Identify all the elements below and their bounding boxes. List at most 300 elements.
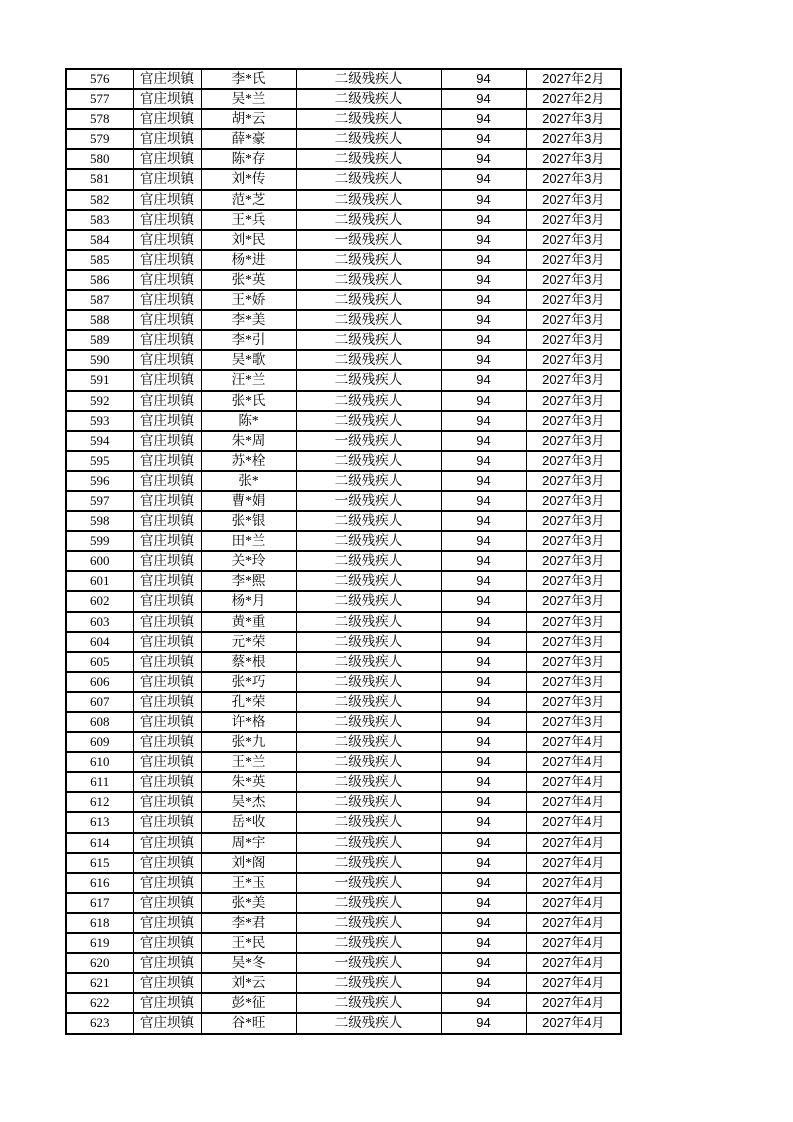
table-row: [66, 491, 621, 511]
cell-category: 二级残疾人: [296, 210, 441, 230]
cell-index: 616: [66, 873, 133, 893]
cell-name: 张*巧: [201, 672, 296, 692]
cell-category: 二级残疾人: [296, 411, 441, 431]
table-row: [66, 109, 621, 129]
cell-month: 2027年3月: [526, 652, 621, 672]
cell-category: 一级残疾人: [296, 873, 441, 893]
cell-index: 615: [66, 853, 133, 873]
cell-amount: 94: [441, 792, 526, 812]
cell-amount: 94: [441, 350, 526, 370]
cell-town: 官庄坝镇: [133, 973, 201, 993]
cell-category: 二级残疾人: [296, 169, 441, 189]
cell-month: 2027年3月: [526, 431, 621, 451]
cell-name: 朱*英: [201, 772, 296, 792]
cell-category: 二级残疾人: [296, 190, 441, 210]
table-row: [66, 692, 621, 712]
cell-town: 官庄坝镇: [133, 451, 201, 471]
cell-amount: 94: [441, 571, 526, 591]
table-row: [66, 451, 621, 471]
cell-town: 官庄坝镇: [133, 431, 201, 451]
table-row: [66, 531, 621, 551]
cell-category: 二级残疾人: [296, 652, 441, 672]
cell-category: 二级残疾人: [296, 1013, 441, 1033]
cell-amount: 94: [441, 531, 526, 551]
cell-town: 官庄坝镇: [133, 933, 201, 953]
cell-amount: 94: [441, 290, 526, 310]
table-row: [66, 370, 621, 390]
cell-index: 614: [66, 833, 133, 853]
cell-month: 2027年3月: [526, 149, 621, 169]
cell-category: 二级残疾人: [296, 511, 441, 531]
cell-name: 王*兵: [201, 210, 296, 230]
cell-category: 二级残疾人: [296, 471, 441, 491]
cell-category: 二级残疾人: [296, 993, 441, 1013]
cell-index: 594: [66, 431, 133, 451]
cell-town: 官庄坝镇: [133, 411, 201, 431]
cell-month: 2027年3月: [526, 190, 621, 210]
table-row: [66, 853, 621, 873]
cell-town: 官庄坝镇: [133, 712, 201, 732]
table-row: [66, 571, 621, 591]
cell-name: 吴*杰: [201, 792, 296, 812]
cell-category: 二级残疾人: [296, 250, 441, 270]
cell-amount: 94: [441, 129, 526, 149]
cell-town: 官庄坝镇: [133, 833, 201, 853]
cell-index: 600: [66, 551, 133, 571]
cell-index: 609: [66, 732, 133, 752]
cell-category: 二级残疾人: [296, 310, 441, 330]
cell-town: 官庄坝镇: [133, 853, 201, 873]
cell-town: 官庄坝镇: [133, 210, 201, 230]
table-row: [66, 190, 621, 210]
cell-amount: 94: [441, 772, 526, 792]
subsidy-table-body: [66, 69, 621, 1034]
cell-name: 田*兰: [201, 531, 296, 551]
cell-town: 官庄坝镇: [133, 732, 201, 752]
table-row: [66, 833, 621, 853]
cell-category: 二级残疾人: [296, 391, 441, 411]
cell-amount: 94: [441, 853, 526, 873]
cell-month: 2027年3月: [526, 712, 621, 732]
table-row: [66, 1013, 621, 1033]
cell-name: 李*君: [201, 913, 296, 933]
table-row: [66, 89, 621, 109]
cell-category: 二级残疾人: [296, 290, 441, 310]
cell-category: 一级残疾人: [296, 230, 441, 250]
cell-category: 二级残疾人: [296, 370, 441, 390]
cell-month: 2027年3月: [526, 230, 621, 250]
cell-name: 周*宇: [201, 833, 296, 853]
cell-index: 580: [66, 149, 133, 169]
table-row: [66, 270, 621, 290]
table-row: [66, 310, 621, 330]
cell-amount: 94: [441, 411, 526, 431]
cell-name: 王*兰: [201, 752, 296, 772]
cell-month: 2027年4月: [526, 732, 621, 752]
table-row: [66, 712, 621, 732]
cell-name: 刘*传: [201, 169, 296, 189]
cell-month: 2027年3月: [526, 391, 621, 411]
table-row: [66, 732, 621, 752]
table-row: [66, 69, 621, 89]
cell-town: 官庄坝镇: [133, 250, 201, 270]
cell-town: 官庄坝镇: [133, 692, 201, 712]
cell-index: 606: [66, 672, 133, 692]
cell-amount: 94: [441, 330, 526, 350]
table-row: [66, 330, 621, 350]
cell-name: 杨*月: [201, 591, 296, 611]
cell-category: 二级残疾人: [296, 149, 441, 169]
cell-index: 605: [66, 652, 133, 672]
cell-town: 官庄坝镇: [133, 612, 201, 632]
cell-town: 官庄坝镇: [133, 330, 201, 350]
cell-name: 曹*娟: [201, 491, 296, 511]
cell-town: 官庄坝镇: [133, 491, 201, 511]
table-row: [66, 169, 621, 189]
cell-index: 620: [66, 953, 133, 973]
cell-town: 官庄坝镇: [133, 632, 201, 652]
table-row: [66, 551, 621, 571]
cell-index: 595: [66, 451, 133, 471]
cell-town: 官庄坝镇: [133, 772, 201, 792]
cell-amount: 94: [441, 89, 526, 109]
cell-month: 2027年3月: [526, 451, 621, 471]
cell-town: 官庄坝镇: [133, 511, 201, 531]
cell-index: 621: [66, 973, 133, 993]
table-row: [66, 993, 621, 1013]
cell-town: 官庄坝镇: [133, 893, 201, 913]
cell-name: 王*玉: [201, 873, 296, 893]
table-row: [66, 350, 621, 370]
cell-category: 二级残疾人: [296, 69, 441, 89]
cell-category: 二级残疾人: [296, 571, 441, 591]
cell-name: 王*民: [201, 933, 296, 953]
cell-name: 陈*存: [201, 149, 296, 169]
table-row: [66, 591, 621, 611]
cell-month: 2027年3月: [526, 612, 621, 632]
cell-town: 官庄坝镇: [133, 1013, 201, 1033]
cell-index: 604: [66, 632, 133, 652]
cell-category: 二级残疾人: [296, 531, 441, 551]
cell-amount: 94: [441, 391, 526, 411]
cell-name: 薛*豪: [201, 129, 296, 149]
cell-month: 2027年4月: [526, 752, 621, 772]
cell-month: 2027年2月: [526, 69, 621, 89]
cell-town: 官庄坝镇: [133, 169, 201, 189]
table-row: [66, 893, 621, 913]
cell-amount: 94: [441, 833, 526, 853]
cell-index: 613: [66, 812, 133, 832]
cell-amount: 94: [441, 149, 526, 169]
cell-index: 612: [66, 792, 133, 812]
cell-amount: 94: [441, 310, 526, 330]
cell-amount: 94: [441, 591, 526, 611]
cell-month: 2027年3月: [526, 571, 621, 591]
cell-index: 585: [66, 250, 133, 270]
cell-amount: 94: [441, 250, 526, 270]
cell-category: 二级残疾人: [296, 933, 441, 953]
cell-month: 2027年3月: [526, 511, 621, 531]
cell-month: 2027年4月: [526, 812, 621, 832]
cell-month: 2027年3月: [526, 672, 621, 692]
cell-town: 官庄坝镇: [133, 89, 201, 109]
cell-name: 关*玲: [201, 551, 296, 571]
table-row: [66, 812, 621, 832]
cell-town: 官庄坝镇: [133, 873, 201, 893]
cell-amount: 94: [441, 712, 526, 732]
cell-amount: 94: [441, 632, 526, 652]
cell-amount: 94: [441, 893, 526, 913]
table-row: [66, 431, 621, 451]
cell-amount: 94: [441, 551, 526, 571]
cell-name: 胡*云: [201, 109, 296, 129]
cell-town: 官庄坝镇: [133, 129, 201, 149]
cell-index: 586: [66, 270, 133, 290]
cell-name: 张*: [201, 471, 296, 491]
cell-index: 602: [66, 591, 133, 611]
cell-amount: 94: [441, 953, 526, 973]
cell-category: 二级残疾人: [296, 632, 441, 652]
cell-category: 二级残疾人: [296, 732, 441, 752]
cell-category: 二级残疾人: [296, 833, 441, 853]
cell-amount: 94: [441, 190, 526, 210]
cell-month: 2027年3月: [526, 109, 621, 129]
cell-month: 2027年3月: [526, 471, 621, 491]
cell-amount: 94: [441, 692, 526, 712]
cell-category: 二级残疾人: [296, 692, 441, 712]
cell-index: 611: [66, 772, 133, 792]
cell-category: 二级残疾人: [296, 591, 441, 611]
cell-index: 597: [66, 491, 133, 511]
cell-index: 596: [66, 471, 133, 491]
cell-name: 张*九: [201, 732, 296, 752]
cell-amount: 94: [441, 652, 526, 672]
cell-index: 622: [66, 993, 133, 1013]
cell-town: 官庄坝镇: [133, 370, 201, 390]
cell-name: 刘*阁: [201, 853, 296, 873]
cell-amount: 94: [441, 471, 526, 491]
cell-index: 619: [66, 933, 133, 953]
cell-category: 二级残疾人: [296, 893, 441, 913]
cell-town: 官庄坝镇: [133, 109, 201, 129]
cell-name: 李*熙: [201, 571, 296, 591]
cell-category: 一级残疾人: [296, 431, 441, 451]
cell-index: 610: [66, 752, 133, 772]
cell-category: 二级残疾人: [296, 913, 441, 933]
cell-month: 2027年2月: [526, 89, 621, 109]
cell-amount: 94: [441, 370, 526, 390]
cell-category: 二级残疾人: [296, 270, 441, 290]
cell-month: 2027年4月: [526, 873, 621, 893]
table-row: [66, 933, 621, 953]
cell-index: 582: [66, 190, 133, 210]
cell-month: 2027年4月: [526, 993, 621, 1013]
cell-town: 官庄坝镇: [133, 471, 201, 491]
cell-town: 官庄坝镇: [133, 350, 201, 370]
table-row: [66, 752, 621, 772]
cell-month: 2027年3月: [526, 411, 621, 431]
cell-index: 593: [66, 411, 133, 431]
cell-category: 二级残疾人: [296, 612, 441, 632]
cell-index: 576: [66, 69, 133, 89]
cell-month: 2027年4月: [526, 953, 621, 973]
cell-category: 二级残疾人: [296, 812, 441, 832]
table-row: [66, 250, 621, 270]
cell-name: 汪*兰: [201, 370, 296, 390]
cell-month: 2027年4月: [526, 893, 621, 913]
cell-month: 2027年3月: [526, 531, 621, 551]
cell-name: 刘*民: [201, 230, 296, 250]
cell-name: 李*引: [201, 330, 296, 350]
cell-index: 623: [66, 1013, 133, 1033]
cell-amount: 94: [441, 1013, 526, 1033]
cell-category: 二级残疾人: [296, 973, 441, 993]
cell-town: 官庄坝镇: [133, 652, 201, 672]
cell-amount: 94: [441, 109, 526, 129]
cell-town: 官庄坝镇: [133, 391, 201, 411]
table-row: [66, 391, 621, 411]
cell-index: 603: [66, 612, 133, 632]
cell-name: 刘*云: [201, 973, 296, 993]
table-row: [66, 612, 621, 632]
cell-category: 一级残疾人: [296, 491, 441, 511]
cell-category: 二级残疾人: [296, 89, 441, 109]
cell-index: 591: [66, 370, 133, 390]
table-row: [66, 411, 621, 431]
cell-month: 2027年4月: [526, 933, 621, 953]
cell-month: 2027年4月: [526, 853, 621, 873]
cell-name: 李*美: [201, 310, 296, 330]
cell-month: 2027年3月: [526, 350, 621, 370]
table-row: [66, 632, 621, 652]
cell-amount: 94: [441, 451, 526, 471]
cell-town: 官庄坝镇: [133, 812, 201, 832]
cell-category: 二级残疾人: [296, 109, 441, 129]
subsidy-recipient-table: [65, 68, 622, 1035]
cell-town: 官庄坝镇: [133, 69, 201, 89]
cell-amount: 94: [441, 230, 526, 250]
table-row: [66, 973, 621, 993]
cell-amount: 94: [441, 812, 526, 832]
table-row: [66, 290, 621, 310]
cell-name: 张*美: [201, 893, 296, 913]
cell-town: 官庄坝镇: [133, 993, 201, 1013]
cell-town: 官庄坝镇: [133, 913, 201, 933]
cell-month: 2027年3月: [526, 330, 621, 350]
cell-amount: 94: [441, 491, 526, 511]
cell-index: 617: [66, 893, 133, 913]
cell-name: 杨*进: [201, 250, 296, 270]
cell-town: 官庄坝镇: [133, 270, 201, 290]
cell-index: 599: [66, 531, 133, 551]
cell-name: 黄*重: [201, 612, 296, 632]
cell-town: 官庄坝镇: [133, 551, 201, 571]
cell-town: 官庄坝镇: [133, 149, 201, 169]
cell-category: 二级残疾人: [296, 752, 441, 772]
cell-month: 2027年3月: [526, 370, 621, 390]
cell-month: 2027年3月: [526, 250, 621, 270]
cell-index: 608: [66, 712, 133, 732]
cell-month: 2027年3月: [526, 310, 621, 330]
cell-town: 官庄坝镇: [133, 190, 201, 210]
cell-amount: 94: [441, 511, 526, 531]
cell-month: 2027年4月: [526, 833, 621, 853]
table-row: [66, 129, 621, 149]
table-row: [66, 230, 621, 250]
cell-index: 578: [66, 109, 133, 129]
cell-month: 2027年4月: [526, 1013, 621, 1033]
cell-amount: 94: [441, 612, 526, 632]
cell-name: 范*芝: [201, 190, 296, 210]
cell-category: 一级残疾人: [296, 953, 441, 973]
cell-index: 598: [66, 511, 133, 531]
cell-category: 二级残疾人: [296, 712, 441, 732]
cell-month: 2027年3月: [526, 169, 621, 189]
cell-category: 二级残疾人: [296, 672, 441, 692]
table-row: [66, 792, 621, 812]
cell-amount: 94: [441, 993, 526, 1013]
cell-month: 2027年3月: [526, 491, 621, 511]
cell-name: 吴*兰: [201, 89, 296, 109]
cell-month: 2027年3月: [526, 270, 621, 290]
cell-month: 2027年4月: [526, 772, 621, 792]
cell-month: 2027年3月: [526, 551, 621, 571]
cell-name: 吴*冬: [201, 953, 296, 973]
table-row: [66, 772, 621, 792]
cell-name: 彭*征: [201, 993, 296, 1013]
cell-category: 二级残疾人: [296, 792, 441, 812]
cell-category: 二级残疾人: [296, 853, 441, 873]
cell-name: 岳*收: [201, 812, 296, 832]
cell-index: 583: [66, 210, 133, 230]
cell-amount: 94: [441, 732, 526, 752]
cell-index: 590: [66, 350, 133, 370]
cell-name: 许*格: [201, 712, 296, 732]
cell-index: 592: [66, 391, 133, 411]
cell-category: 二级残疾人: [296, 330, 441, 350]
cell-index: 581: [66, 169, 133, 189]
cell-name: 孔*荣: [201, 692, 296, 712]
cell-month: 2027年3月: [526, 692, 621, 712]
table-row: [66, 471, 621, 491]
cell-town: 官庄坝镇: [133, 792, 201, 812]
cell-category: 二级残疾人: [296, 772, 441, 792]
table-row: [66, 149, 621, 169]
cell-town: 官庄坝镇: [133, 752, 201, 772]
table-row: [66, 953, 621, 973]
cell-amount: 94: [441, 752, 526, 772]
cell-name: 朱*周: [201, 431, 296, 451]
cell-town: 官庄坝镇: [133, 591, 201, 611]
cell-amount: 94: [441, 672, 526, 692]
cell-index: 601: [66, 571, 133, 591]
cell-month: 2027年3月: [526, 129, 621, 149]
cell-town: 官庄坝镇: [133, 672, 201, 692]
cell-town: 官庄坝镇: [133, 290, 201, 310]
table-row: [66, 210, 621, 230]
cell-amount: 94: [441, 210, 526, 230]
cell-amount: 94: [441, 873, 526, 893]
cell-index: 589: [66, 330, 133, 350]
cell-month: 2027年4月: [526, 792, 621, 812]
cell-amount: 94: [441, 270, 526, 290]
cell-name: 吴*歌: [201, 350, 296, 370]
cell-category: 二级残疾人: [296, 129, 441, 149]
cell-category: 二级残疾人: [296, 551, 441, 571]
cell-amount: 94: [441, 431, 526, 451]
cell-month: 2027年3月: [526, 632, 621, 652]
cell-amount: 94: [441, 933, 526, 953]
